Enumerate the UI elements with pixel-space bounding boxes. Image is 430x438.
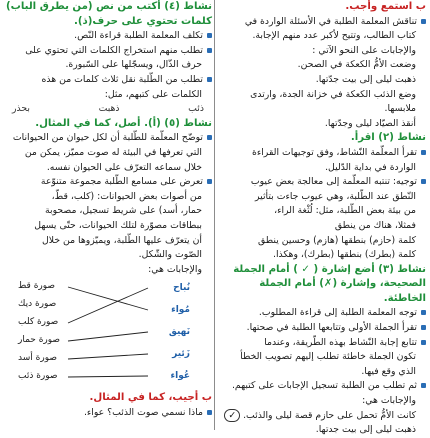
picture-label: صورة قط [18,281,56,292]
heading-part-b: ب أجيب، كما في المثال. [89,392,212,404]
answer-text: كانت الأمُّ تحمل على حازم قصة ليلى والذئب. [243,409,416,421]
paragraph: التي تعرفها في البيئة له صوت مميّز، يمكن من [24,146,202,158]
paragraph: تقرأ الجملة الأولى وتتابعها الطلبة في صحتها. [218,321,426,336]
paragraph: حمار، أسد) على شريط تسجيل، مصحوبة [45,205,202,217]
paragraph: والإجابات على النحو الآتي : [312,44,416,56]
paragraph: من أصوات بعض الحيوانات: (كلب، قطّ، [51,190,202,202]
picture-label: صورة أسد [18,353,57,364]
matching-lines [64,279,154,389]
paragraph: تقرأ المعلّمة النّشاط، وفق توجيهات القراءة [218,146,426,161]
right-column [218,0,426,438]
heading-activity-4: نشاط (٤) أكتب من نص (من يطرق الباب) [5,1,212,12]
sound-word: نُباح [173,283,190,294]
picture-label: صورة كلب [18,317,59,328]
sound-word: مُواء [171,305,190,316]
paragraph: تطلب منهم استخراج الكلمات التي تحتوي على [4,44,212,59]
paragraph: الصّوت والشّكل. [138,249,202,261]
column-divider [214,0,215,430]
match-line [68,354,148,359]
paragraph: خلال سماعه التعرّف على الحيوان نفسه. [46,161,202,173]
picture-label: صورة ديك [18,299,57,310]
heading-activity-2: نشاط (٢) اقرأ. [350,132,426,144]
paragraph: توجه المعلمة الطلبة إلى قراءة المطلوب. [218,306,426,321]
sound-word: نَهيق [168,327,190,338]
paragraph: النّطق عند الطّلبة، وهي عيوب جاءت بتأثير [255,190,416,202]
picture-label: صورة ذئب [18,371,58,382]
sound-word: عُواء [170,371,190,382]
paragraph: فمثلا، هناك من ينطق [334,219,416,231]
answer-line [218,409,426,424]
paragraph: كلمة (بطرك) بنطقها (بطرك)، وهكذا. [273,249,416,261]
match-line [68,287,148,310]
paragraph: الذي وقع فيها. [361,365,416,377]
paragraph: تناقش المعلمة الطلبة في الأسئلة الواردة في [218,15,426,30]
paragraph: والإجابات هي: [362,395,416,407]
matching-exercise [4,279,212,389]
paragraph: الواردة في بداية الدّليل. [325,161,416,173]
heading-activity-3: نشاط (٣) أضع إشارة ( ✓ ) أمام الجملة [233,263,426,275]
paragraph: ثم تطلب من الطلبة تسجيل الإجابات على كتبهم. [218,379,426,394]
check-mark: ✓ [224,409,240,422]
paragraph: توضّح المعلّمة للطّلبة أن لكل حيوان من الحيوانات [4,131,212,146]
answer-line: ذهبت ليلى إلى بيت جدتها. [315,424,416,436]
match-line [68,376,148,377]
answer-line: ذهبت ليلى إلى بيت جدّتها. [315,73,416,85]
heading-activity-4-cont: كلمات تحتوي على حرف(ذ). [73,15,212,27]
paragraph: تكون الجملة خاطئة تطلب إليهم تصويب الخطأ [240,351,416,363]
paragraph: حرف الذّال، ويسجّلها على السّبورة. [65,59,202,71]
paragraph: تعرض على مسامع الطّلبة مجموعة متنوّعة [4,175,212,190]
answer-line: وضعت الأمُّ الكعكة في الصحن. [297,59,416,71]
paragraph: من بيئة بعض الطّلبة، مثل: لُثْغة الراء، [274,205,416,217]
paragraph: الكلمات على كتبهم، مثل: [104,88,202,100]
paragraph: كلمة (حازم) بنطقها (هازم) وحسين ينطق [258,234,416,246]
example-word: ذهبت [98,103,120,115]
match-line [68,332,148,341]
heading-activity-3-cont: الصحيحة، وإشارة (✗) أمام الجملة الخاطئة. [259,278,426,304]
sound-word: زَئير [172,349,190,360]
answer-line: وضع الذئب الكعكة في خزانة الجدة، وارتدى ملابسها. [250,88,416,115]
paragraph: كتاب الطالب، وتتيح لأكبر عدد منهم الإجابة. [252,30,416,42]
paragraph: ببطاقات مصوّرة لتلك الحيوانات، حتّى يسهل [34,219,202,231]
paragraph: تتابع إجابة النّشاط بهذه الطّريقة، وعندما [218,336,426,351]
example-word: ذئب [188,103,204,115]
paragraph: والإجابات هي: [148,263,202,275]
left-column [4,0,212,420]
answer-line: أنقذ الصيّاد ليلى وجدّتها. [324,117,416,129]
paragraph: ماذا نسمي صوت الذئب؟ عواء. [4,406,212,421]
paragraph: توجيه: تنتبه المعلّمة إلى معالجة بعض عيوب [218,175,426,190]
paragraph: تكلف المعلمة الطلبة قراءة النّص. [4,29,212,44]
heading-listen: ب استمع وأجب. [345,1,426,12]
picture-label: صورة حمار [18,335,61,346]
example-words [4,102,212,117]
match-line [68,288,148,323]
paragraph: أن يتعرّف عليها الطّلبة، ويميّزوها من خلال [42,234,202,246]
paragraph: تطلب من الطّلبة نقل ثلاث كلمات من هذه [4,73,212,88]
heading-activity-5: نشاط (٥) (أ). أصل، كما في المثال. [35,117,212,129]
example-word: بحذر [12,103,30,115]
